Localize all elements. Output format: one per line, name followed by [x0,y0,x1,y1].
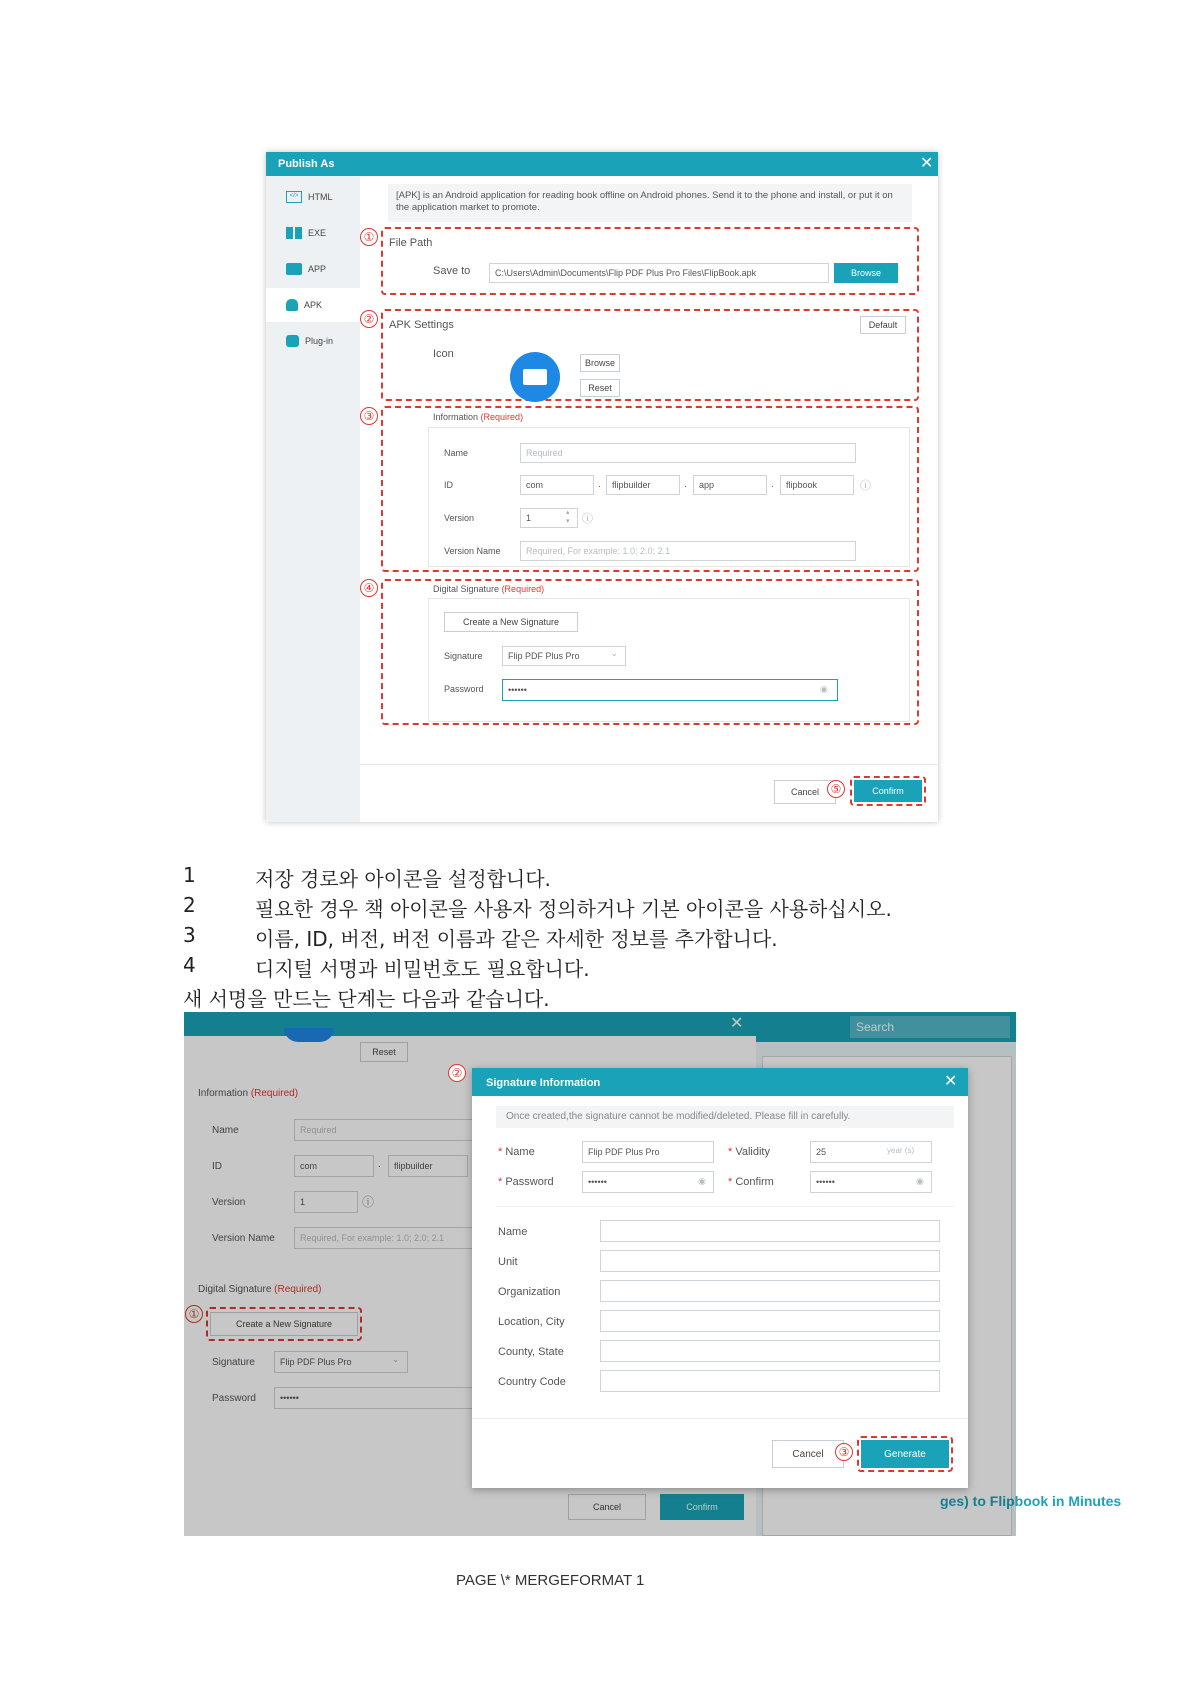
windows-icon [286,227,302,239]
validity-label: * Validity [728,1146,770,1158]
help-icon[interactable]: ⓘ [860,480,871,492]
marker-4: ④ [360,579,378,597]
version-label: Version [444,513,475,523]
field-country-input[interactable] [600,1370,940,1392]
step-text: 이름, ID, 버전, 버전 이름과 같은 자세한 정보를 추가합니다. [255,927,778,951]
help-icon[interactable]: ⓘ [582,513,593,525]
chevron-down-icon: ⌄ [611,649,618,658]
step-number: 1 [183,863,196,887]
version-name-input[interactable]: Required, For example: 1.0; 2.0; 2.1 [294,1227,634,1249]
signature-info-modal [472,1068,968,1488]
icon-reset-button[interactable]: Reset [580,379,620,397]
id-label: ID [444,480,453,490]
cancel-button[interactable]: Cancel [774,780,836,804]
field-organization-input[interactable] [600,1280,940,1302]
password-input[interactable]: •••••• [274,1387,634,1409]
step-text: 필요한 경우 책 아이콘을 사용자 정의하거나 기본 아이콘을 사용하십시오. [255,897,892,921]
password-input[interactable]: •••••• [502,679,838,701]
notice-box [496,1106,954,1128]
id-part-1-input[interactable]: com [520,475,594,495]
publish-as-dialog [266,152,938,822]
signature-screenshot [184,1012,1122,1536]
id-label: ID [212,1161,222,1172]
marker-2: ② [448,1064,466,1082]
id-dot: . [771,479,774,490]
banner-text: ges) to Flipbook in Minutes [940,1493,1122,1509]
step-text: 디지털 서명과 비밀번호도 필요합니다. [255,957,590,981]
modal-cancel-button[interactable]: Cancel [772,1440,844,1468]
field-label-state: County, State [498,1346,564,1358]
apk-settings-label: APK Settings [389,319,454,331]
sidebar-item-label: Plug-in [305,336,334,346]
marker-3: ③ [835,1443,853,1461]
name-input[interactable]: Required [294,1119,634,1141]
confirm-password-input[interactable]: •••••• [810,1171,932,1193]
version-stepper[interactable]: 1 [294,1191,358,1213]
divider [496,1206,954,1207]
browse-button[interactable]: Browse [834,263,898,283]
step-number: 3 [183,923,196,947]
modal-footer-divider [472,1418,968,1419]
name-label: Name [444,448,469,458]
digital-signature-label: Digital Signature (Required) [433,584,545,594]
puzzle-icon [286,335,299,347]
dialog-title: Publish As [278,158,335,170]
sidebar-item-plugin[interactable] [266,324,354,358]
html-icon: </> [286,191,302,203]
field-label-organization: Organization [498,1286,561,1298]
reset-button[interactable]: Reset [360,1042,408,1062]
sidebar-item-label: HTML [308,192,333,202]
close-icon[interactable]: ✕ [944,1073,958,1090]
information-label: Information (Required) [198,1088,299,1099]
save-to-label: Save to [433,265,471,277]
signature-select[interactable]: Flip PDF Plus Pro [274,1351,408,1373]
information-label: Information (Required) [433,412,524,422]
file-path-highlight [381,227,919,295]
sidebar-item-label: APK [304,300,323,310]
book-icon [523,369,547,385]
sidebar-item-app[interactable] [266,252,354,286]
sidebar [266,176,360,822]
field-state-input[interactable] [600,1340,940,1362]
sidebar-item-html[interactable] [266,180,354,214]
chevron-down-icon: ⌄ [392,1354,400,1364]
signature-label: Signature [444,651,483,661]
version-label: Version [212,1197,246,1208]
field-unit-input[interactable] [600,1250,940,1272]
name-input[interactable]: Required [520,443,856,463]
field-label-country: Country Code [498,1376,566,1388]
app-icon [286,263,302,275]
field-label-unit: Unit [498,1256,518,1268]
close-icon[interactable]: ✕ [920,155,934,172]
cancel-button[interactable]: Cancel [568,1494,646,1520]
confirm-button[interactable]: Confirm [854,780,922,802]
marker-5: ⑤ [827,780,845,798]
validity-unit: year (s) [887,1146,915,1155]
id-dot: . [378,1159,381,1170]
password-label: Password [212,1393,256,1404]
sidebar-item-exe[interactable] [266,216,354,250]
marker-1: ① [185,1305,203,1323]
stepper-arrows-icon[interactable]: ▴ ▾ [566,509,570,525]
intro-box [388,184,912,222]
sidebar-item-label: APP [308,264,327,274]
field-label-name: Name [498,1226,528,1238]
sidebar-item-apk[interactable] [266,288,360,322]
eye-icon[interactable]: ◉ [698,1176,706,1186]
step-text: 저장 경로와 아이콘을 설정합니다. [255,867,551,891]
confirm-label: * Confirm [728,1176,774,1188]
app-icon-preview [510,352,560,402]
field-label-location: Location, City [498,1316,565,1328]
create-signature-button[interactable]: Create a New Signature [210,1312,358,1336]
marker-3: ③ [360,407,378,425]
intro-text: [APK] is an Android application for reading book offline on Android phones. Send it to the phone and install, or put it on the application market to promote. [396,190,893,213]
confirm-button[interactable]: Confirm [660,1494,744,1520]
file-path-label: File Path [389,237,433,249]
android-icon [286,299,298,311]
default-button[interactable]: Default [860,316,906,334]
modal-titlebar [472,1068,968,1096]
password-label: Password [444,684,484,694]
generate-button[interactable]: Generate [861,1440,949,1468]
id-dot: . [684,479,687,490]
signature-password-input[interactable]: •••••• [582,1171,714,1193]
dialog-titlebar [266,152,938,176]
step-number: 4 [183,953,196,977]
create-signature-button[interactable]: Create a New Signature [444,612,578,632]
version-name-label: Version Name [444,546,501,556]
version-stepper[interactable]: 1 [520,508,578,528]
field-name-input[interactable] [600,1220,940,1242]
icon-browse-button[interactable]: Browse [580,354,620,372]
id-part-4-input[interactable]: flipbook [780,475,854,495]
close-icon[interactable]: ✕ [730,1015,744,1032]
id-part-2-input[interactable]: flipbuilder [606,475,680,495]
apk-settings-highlight [381,309,919,401]
page-footer: PAGE \* MERGEFORMAT 1 [456,1572,645,1589]
notice-text: Once created,the signature cannot be modified/deleted. Please fill in carefully. [506,1111,851,1122]
step-number: 2 [183,893,196,917]
signature-name-input[interactable]: Flip PDF Plus Pro [582,1141,714,1163]
id-part-2-input[interactable]: flipbuilder [388,1155,468,1177]
dialog-footer-divider [360,764,938,765]
name-label: * Name [498,1146,535,1158]
id-part-1-input[interactable]: com [294,1155,374,1177]
help-icon[interactable]: ⓘ [362,1195,375,1209]
version-name-input[interactable]: Required, For example: 1.0; 2.0; 2.1 [520,541,856,561]
id-dot: . [598,479,601,490]
id-part-3-input[interactable]: app [693,475,767,495]
field-location-input[interactable] [600,1310,940,1332]
icon-label: Icon [433,348,454,360]
sidebar-item-label: EXE [308,228,327,238]
signature-select[interactable]: Flip PDF Plus Pro [502,646,626,666]
version-name-label: Version Name [212,1233,275,1244]
signature-label: Signature [212,1357,255,1368]
steps-note: 새 서명을 만드는 단계는 다음과 같습니다. [183,987,550,1011]
marker-2: ② [360,310,378,328]
validity-input[interactable]: 25 [810,1141,932,1163]
eye-icon[interactable]: ◉ [820,684,828,694]
eye-icon[interactable]: ◉ [916,1176,924,1186]
digital-signature-label: Digital Signature (Required) [198,1284,322,1295]
search-placeholder: Search [856,1020,895,1034]
modal-title: Signature Information [486,1077,601,1089]
name-label: Name [212,1125,239,1136]
save-to-input[interactable]: C:\Users\Admin\Documents\Flip PDF Plus Pro Files\FlipBook.apk [489,263,829,283]
marker-1: ① [360,228,378,246]
password-label: * Password [498,1176,554,1188]
